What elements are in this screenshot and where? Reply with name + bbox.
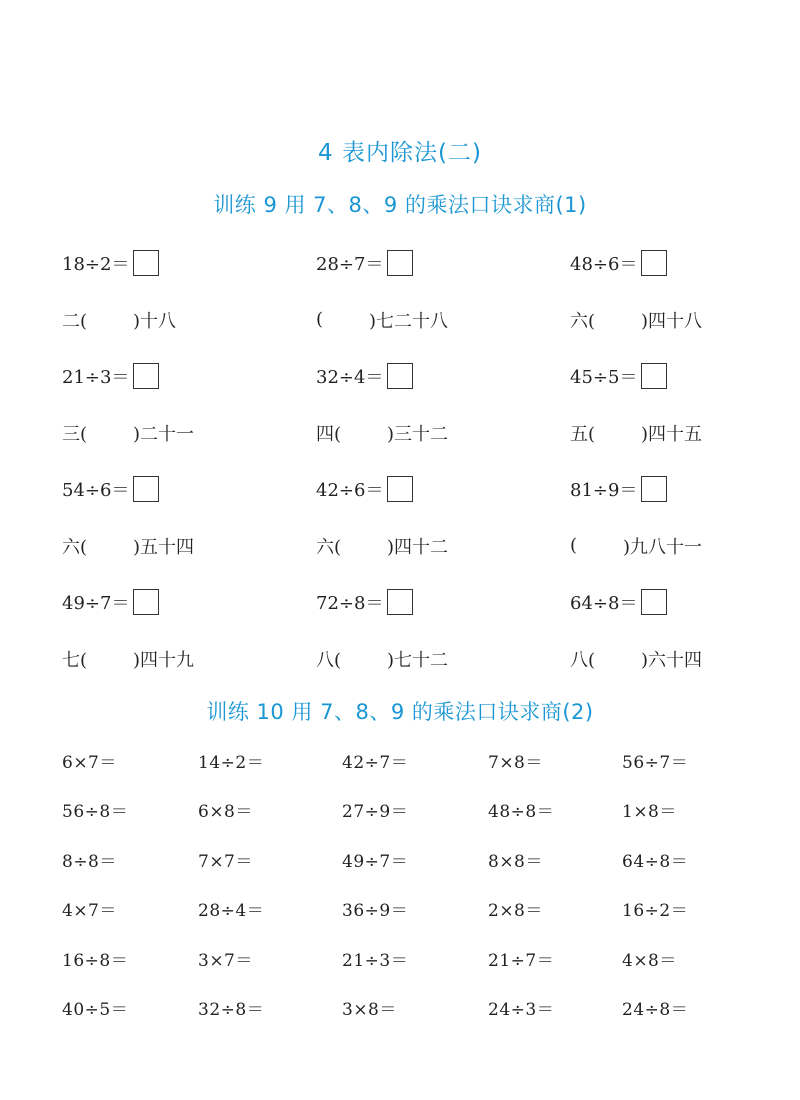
oral-calc-exercise: 24÷3＝	[488, 1000, 555, 1020]
multiplication-verse	[62, 529, 194, 563]
oral-calc-exercise: 8÷8＝	[62, 851, 117, 872]
oral-calc-exercise: 7×8＝	[488, 752, 543, 773]
multiplication-verse	[570, 416, 702, 450]
answer-box[interactable]	[133, 363, 159, 389]
answer-box[interactable]	[641, 589, 667, 615]
multiplication-verse	[316, 416, 448, 450]
equation-text: 28÷7＝	[316, 254, 384, 275]
multiplication-verse	[570, 529, 702, 563]
multiplication-verse	[316, 303, 448, 337]
equation-text: 42÷6＝	[316, 480, 384, 501]
chapter-title: 4 表内除法(二)	[318, 140, 482, 166]
verse-suffix: )二十一	[133, 423, 195, 445]
verse-suffix: )五十四	[133, 536, 195, 558]
answer-box[interactable]	[133, 250, 159, 276]
verse-suffix: )十八	[133, 310, 177, 332]
verse-prefix: 八(	[316, 649, 342, 671]
division-exercise	[570, 359, 667, 393]
oral-calc-exercise: 4×8＝	[622, 950, 677, 971]
verse-suffix: )四十二	[387, 536, 449, 558]
multiplication-verse	[316, 642, 448, 676]
equation-text: 48÷6＝	[570, 254, 638, 275]
verse-suffix: )四十八	[641, 310, 703, 332]
verse-prefix: 五(	[570, 423, 596, 445]
multiplication-verse	[62, 416, 194, 450]
division-exercise	[570, 585, 667, 619]
division-exercise	[316, 585, 413, 619]
equation-text: 45÷5＝	[570, 367, 638, 388]
multiplication-verse	[570, 642, 702, 676]
equation-text: 21÷3＝	[62, 367, 130, 388]
verse-prefix: 六(	[570, 310, 596, 332]
verse-suffix: )六十四	[641, 649, 703, 671]
oral-calc-exercise: 2×8＝	[488, 901, 543, 921]
oral-calc-exercise: 16÷8＝	[62, 950, 129, 971]
oral-calc-exercise: 32÷8＝	[198, 1000, 265, 1020]
oral-calc-exercise: 3×7＝	[198, 950, 253, 971]
verse-suffix: )四十五	[641, 423, 703, 445]
verse-prefix: 六(	[62, 536, 88, 558]
answer-box[interactable]	[387, 363, 413, 389]
oral-calc-exercise: 6×7＝	[62, 752, 117, 773]
answer-box[interactable]	[387, 250, 413, 276]
section-1-title: 训练 9 用 7、8、9 的乘法口诀求商(1)	[213, 193, 587, 217]
verse-suffix: )七十二	[387, 649, 449, 671]
oral-calc-exercise: 6×8＝	[198, 802, 253, 822]
verse-prefix: 四(	[316, 423, 342, 445]
equation-text: 32÷4＝	[316, 367, 384, 388]
division-exercise	[316, 246, 413, 280]
oral-calc-exercise: 24÷8＝	[622, 1000, 689, 1020]
multiplication-verse	[316, 529, 448, 563]
oral-calc-exercise: 64÷8＝	[622, 851, 689, 872]
oral-calc-exercise: 7×7＝	[198, 851, 253, 872]
multiplication-verse	[62, 642, 194, 676]
answer-box[interactable]	[133, 476, 159, 502]
division-exercise	[62, 585, 159, 619]
equation-text: 54÷6＝	[62, 480, 130, 501]
oral-calc-exercise: 36÷9＝	[342, 901, 409, 921]
verse-prefix: (	[316, 309, 324, 330]
verse-suffix: )七二十八	[369, 310, 449, 332]
oral-calc-exercise: 21÷3＝	[342, 950, 409, 971]
oral-calc-exercise: 49÷7＝	[342, 851, 409, 872]
oral-calc-exercise: 14÷2＝	[198, 752, 265, 773]
answer-box[interactable]	[641, 250, 667, 276]
oral-calc-exercise: 48÷8＝	[488, 802, 555, 822]
oral-calc-exercise: 21÷7＝	[488, 950, 555, 971]
verse-prefix: 二(	[62, 310, 88, 332]
division-exercise	[62, 472, 159, 506]
equation-text: 18÷2＝	[62, 254, 130, 275]
answer-box[interactable]	[641, 476, 667, 502]
oral-calc-exercise: 8×8＝	[488, 851, 543, 872]
division-exercise	[316, 472, 413, 506]
verse-prefix: 七(	[62, 649, 88, 671]
multiplication-verse	[62, 303, 176, 337]
oral-calc-exercise: 27÷9＝	[342, 802, 409, 822]
verse-prefix: 八(	[570, 649, 596, 671]
oral-calc-exercise: 56÷7＝	[622, 752, 689, 773]
oral-calc-exercise: 40÷5＝	[62, 1000, 129, 1020]
oral-calc-exercise: 4×7＝	[62, 901, 117, 921]
answer-box[interactable]	[133, 589, 159, 615]
equation-text: 64÷8＝	[570, 593, 638, 614]
oral-calc-exercise: 3×8＝	[342, 1000, 397, 1020]
division-exercise	[316, 359, 413, 393]
equation-text: 72÷8＝	[316, 593, 384, 614]
equation-text: 49÷7＝	[62, 593, 130, 614]
multiplication-verse	[570, 303, 702, 337]
division-exercise	[570, 246, 667, 280]
verse-suffix: )四十九	[133, 649, 195, 671]
oral-calc-exercise: 1×8＝	[622, 802, 677, 822]
oral-calc-exercise: 42÷7＝	[342, 752, 409, 773]
equation-text: 81÷9＝	[570, 480, 638, 501]
verse-prefix: 六(	[316, 536, 342, 558]
oral-calc-exercise: 28÷4＝	[198, 901, 265, 921]
division-exercise	[62, 359, 159, 393]
oral-calc-exercise: 16÷2＝	[622, 901, 689, 921]
verse-prefix: (	[570, 535, 578, 556]
answer-box[interactable]	[387, 476, 413, 502]
division-exercise	[62, 246, 159, 280]
verse-prefix: 三(	[62, 423, 88, 445]
section-2-title: 训练 10 用 7、8、9 的乘法口诀求商(2)	[206, 700, 594, 724]
verse-suffix: )三十二	[387, 423, 449, 445]
division-exercise	[570, 472, 667, 506]
verse-suffix: )九八十一	[623, 536, 703, 558]
answer-box[interactable]	[641, 363, 667, 389]
oral-calc-exercise: 56÷8＝	[62, 802, 129, 822]
answer-box[interactable]	[387, 589, 413, 615]
